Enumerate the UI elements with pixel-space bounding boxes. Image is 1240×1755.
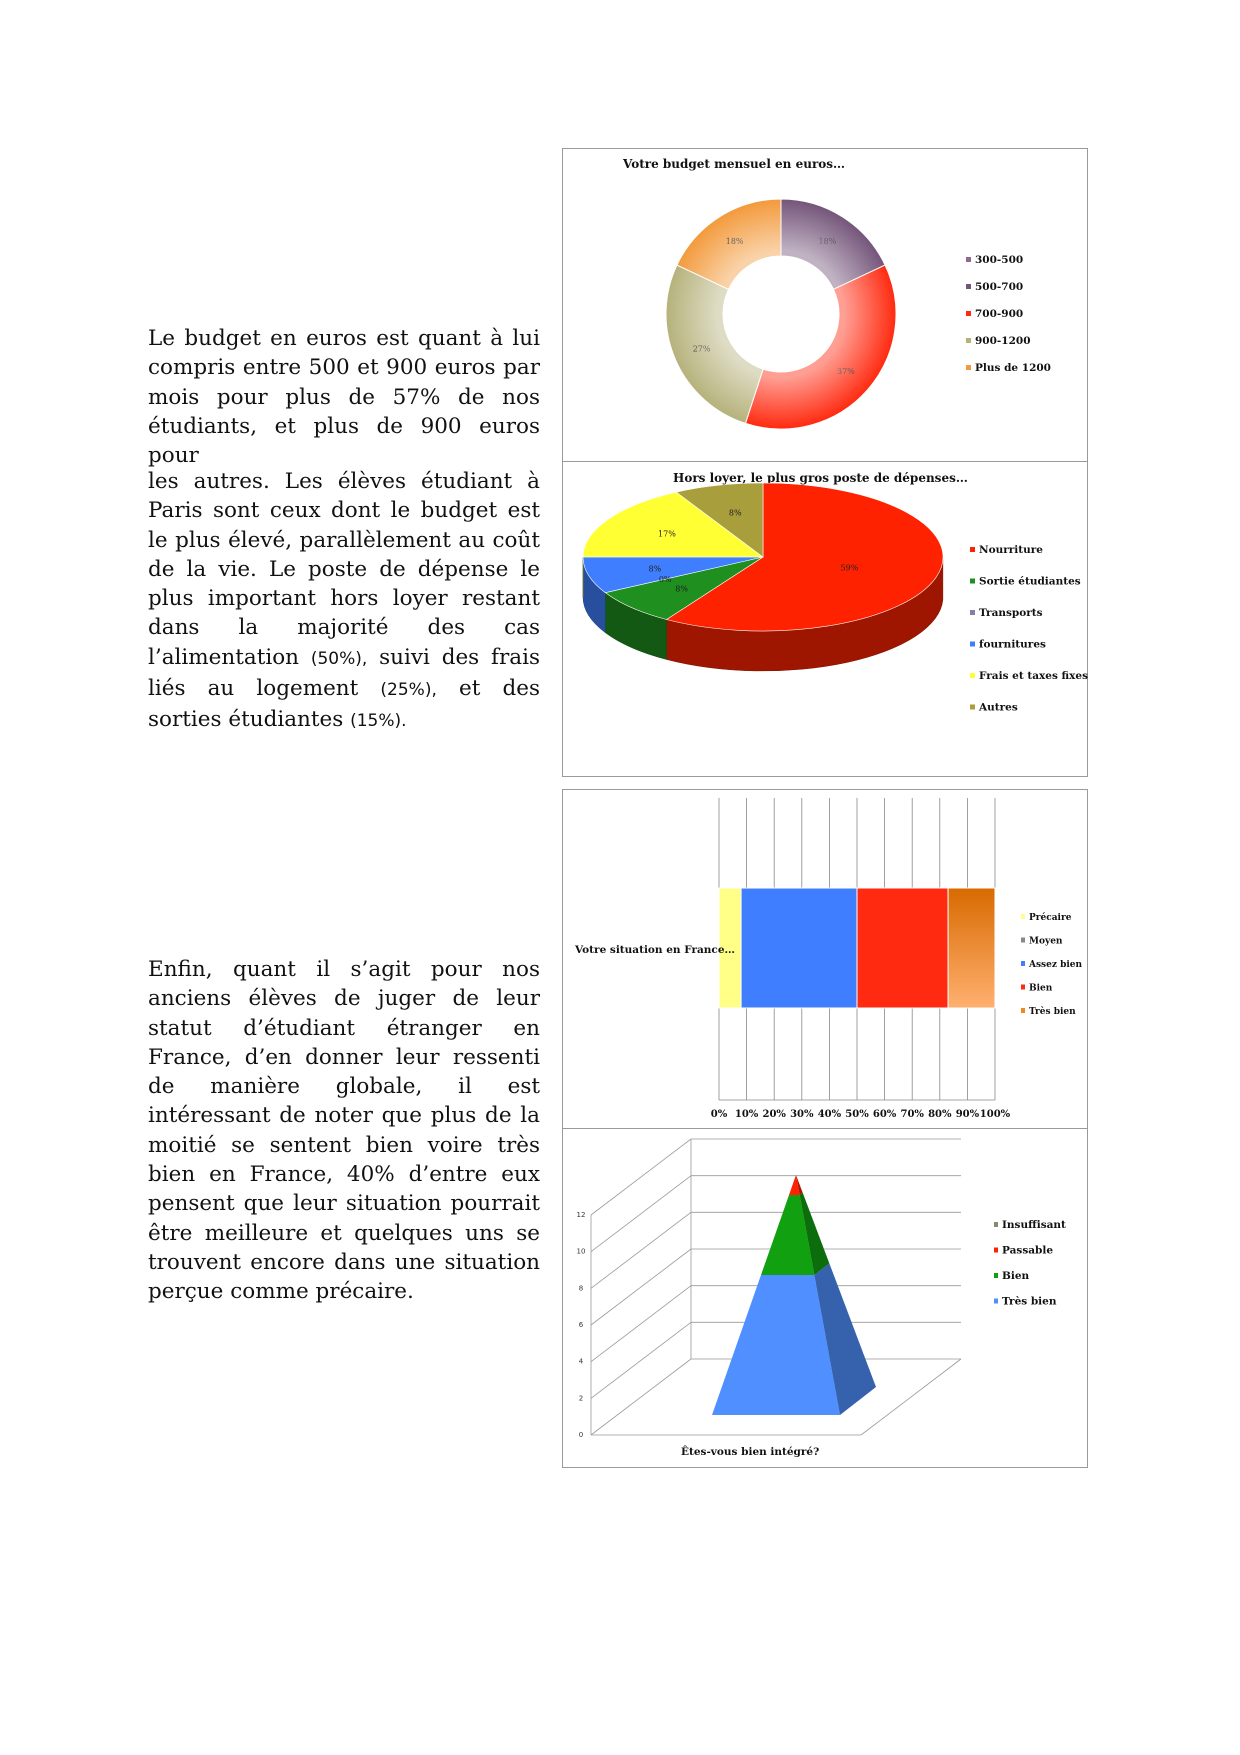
integration-grid-diag-2 [591, 1322, 691, 1398]
chart-situation-ylabel: Votre situation en France… [575, 944, 736, 956]
legend-situation-swatch-5 [1021, 1008, 1025, 1013]
legend-expenses-label-4: fournitures [979, 638, 1046, 651]
pie3d-label-1: 59% [840, 563, 859, 573]
legend-budget-swatch-5 [966, 365, 971, 370]
situation-xtick-1: 0% [710, 1109, 728, 1120]
legend-budget-label-1: 300-500 [975, 254, 1024, 266]
legend-budget-swatch-3 [966, 311, 971, 316]
legend-expenses-label-3: Transports [979, 607, 1043, 619]
legend-situation-swatch-2 [1021, 938, 1025, 943]
integration-grid-diag-5 [591, 1212, 691, 1288]
situation-xtick-3: 20% [762, 1109, 786, 1120]
legend-expenses-swatch-6 [970, 705, 975, 710]
percent-food: (50%), [310, 648, 368, 669]
paragraph-expenses-main: les autres. Les élèves étudiant à Paris sont ceux dont le budget est le plus élevé, parallèlement au coût de la vie. Le poste de dépense le plus important hors loyer restant dans la majorité des cas l’alimentation [148, 469, 540, 670]
legend-integration-swatch-2 [994, 1248, 998, 1253]
legend-expenses-swatch-3 [970, 610, 975, 615]
chart-integration-panel [562, 1128, 1088, 1468]
paragraph-situation: Enfin, quant il s’agit pour nos anciens élèves de juger de leur statut d’étudiant étranger en France, d’en donner leur ressenti de manière globale, il est intéressant de noter que plus de la moitié se sentent bien voire très bien en France, 40% d’entre eux pensent que leur situation pourrait être meilleure et quelques uns se trouvent encore dans une situation perçue comme précaire. [148, 957, 540, 1305]
legend-integration-label-3: Bien [1002, 1270, 1030, 1282]
situation-xtick-6: 50% [845, 1109, 869, 1120]
legend-situation-swatch-1 [1021, 914, 1025, 919]
chart-budget-svg [563, 149, 1089, 463]
legend-expenses-swatch-2 [970, 579, 975, 584]
legend-budget-label-4: 900-1200 [975, 335, 1031, 347]
legend-budget-label-2: 500-700 [975, 281, 1024, 293]
chart-expenses-panel [562, 461, 1088, 777]
situation-xtick-10: 90% [955, 1109, 980, 1120]
integration-ytick-3: 4 [578, 1357, 584, 1366]
legend-situation-label-2: Moyen [1029, 936, 1063, 947]
chart-budget-panel [562, 148, 1088, 462]
situation-xtick-4: 30% [790, 1109, 814, 1120]
situation-bar-4 [857, 888, 948, 1008]
situation-xtick-5: 40% [817, 1109, 842, 1120]
chart-expenses-svg [563, 462, 1089, 778]
legend-integration-swatch-4 [994, 1299, 998, 1304]
legend-situation-label-4: Bien [1029, 983, 1053, 994]
pie3d-label-2: 8% [675, 584, 688, 594]
integration-ytick-2: 2 [578, 1394, 584, 1403]
paragraph-budget: Le budget en euros est quant à lui compris entre 500 et 900 euros par mois pour plus de 57% de nos étudiants, et plus de 900 euros pour [148, 326, 540, 469]
legend-situation-label-5: Très bien [1029, 1007, 1076, 1017]
situation-xtick-2: 10% [734, 1109, 759, 1120]
legend-expenses-label-2: Sortie étudiantes [979, 575, 1081, 588]
legend-integration-swatch-3 [994, 1273, 998, 1278]
integration-grid-diag-4 [591, 1249, 691, 1325]
legend-integration-swatch-1 [994, 1222, 998, 1227]
legend-integration-label-4: Très bien [1002, 1295, 1057, 1308]
chart-integration-svg [563, 1129, 1089, 1469]
legend-budget-label-3: 700-900 [975, 308, 1024, 320]
situation-xtick-7: 60% [872, 1109, 897, 1120]
situation-xtick-8: 70% [900, 1109, 924, 1120]
pie3d-label-4: 8% [648, 564, 662, 574]
legend-expenses-label-6: Autres [979, 701, 1018, 714]
legend-budget-label-5: Plus de 1200 [975, 362, 1051, 374]
legend-situation-label-1: Précaire [1029, 913, 1072, 923]
legend-expenses-swatch-1 [970, 547, 975, 552]
pie3d-label-6: 8% [728, 508, 742, 518]
pie3d-label-5: 17% [658, 529, 676, 539]
integration-grid-diag-1 [591, 1359, 691, 1435]
integration-floor-right [861, 1359, 961, 1435]
percent-housing: (25%), [380, 680, 437, 701]
pie3d-label-3: 0% [658, 575, 672, 585]
legend-expenses-swatch-4 [970, 642, 975, 647]
integration-ytick-5: 8 [578, 1284, 584, 1293]
chart-integration-xlabel: Êtes-vous bien intégré? [681, 1446, 820, 1458]
situation-bar-3 [741, 888, 857, 1008]
integration-grid-diag-7 [591, 1139, 691, 1215]
integration-ytick-4: 6 [578, 1321, 584, 1329]
legend-situation-label-3: Assez bien [1029, 960, 1083, 970]
legend-budget-swatch-1 [966, 257, 971, 262]
legend-situation-swatch-4 [1021, 985, 1025, 990]
legend-budget-swatch-4 [966, 338, 971, 343]
paragraph-expenses [148, 467, 540, 737]
legend-integration-label-2: Passable [1002, 1244, 1054, 1257]
legend-budget-swatch-2 [966, 284, 971, 289]
chart-expenses-title: Hors loyer, le plus gros poste de dépenses… [673, 471, 968, 485]
chart-budget-title: Votre budget mensuel en euros… [623, 157, 846, 171]
chart-situation-panel [562, 789, 1088, 1129]
percent-outings: (15%). [350, 711, 407, 732]
chart-situation-svg [563, 790, 1089, 1130]
paragraph-expenses-d: et des sorties étudiantes [148, 676, 540, 733]
legend-expenses-label-5: Frais et taxes fixes [979, 670, 1088, 682]
integration-ytick-7: 12 [576, 1211, 586, 1219]
situation-xtick-11: 100% [979, 1109, 1011, 1120]
donut-gloss [666, 199, 896, 429]
integration-ytick-1: 0 [578, 1431, 584, 1439]
situation-xtick-9: 80% [928, 1109, 952, 1120]
situation-bar-5 [948, 888, 995, 1008]
integration-grid-diag-3 [591, 1286, 691, 1362]
legend-expenses-swatch-5 [970, 673, 975, 678]
legend-situation-swatch-3 [1021, 961, 1025, 966]
legend-expenses-label-1: Nourriture [979, 544, 1043, 556]
integration-grid-diag-6 [591, 1176, 691, 1252]
paragraph-expenses-b: suivi des frais liés au logement [148, 644, 540, 702]
legend-integration-label-1: Insuffisant [1002, 1219, 1066, 1231]
integration-ytick-6: 10 [576, 1247, 586, 1256]
